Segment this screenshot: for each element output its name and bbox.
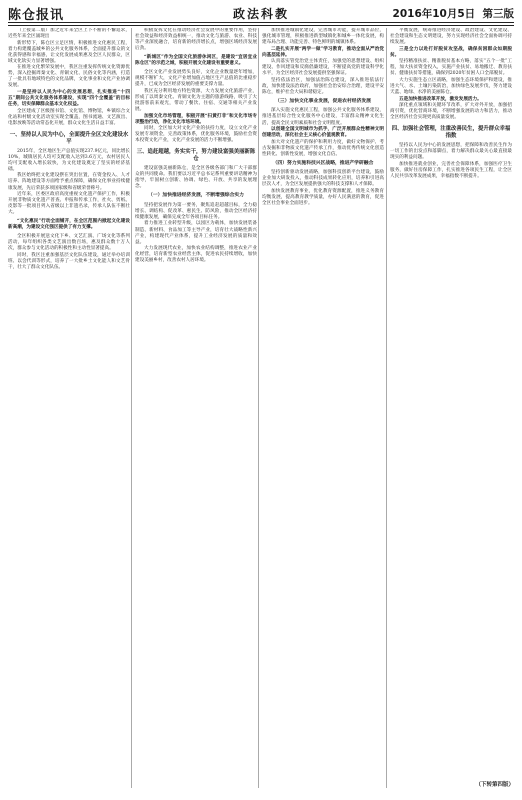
paragraph: 着力推进工业转型升级，以园区为载体，加快发展装备制造、新材料、食品加工等主导产业，培育壮大战略性新兴产业，构建现代产业体系，提升工业经济发展的质量和效益。 bbox=[135, 221, 257, 245]
bold-quote: “文化惠民”行动全面铺开，在全区范围内掀起文化建设新高潮，为建设文化强区提供了有力支撑。 bbox=[8, 219, 130, 231]
paragraph: 同时，我区注重加强基层文化队伍建设，通过举办培训班、以会代训等形式，培养了一大批乡土文化能人和文艺骨干，壮大了群众文化队伍。 bbox=[8, 252, 130, 270]
section-heading: 一、坚持以人民为中心，全面提升全区文化建设水平 bbox=[9, 131, 129, 145]
paragraph: 深化重点领域和关键环节改革，扩大对外开放，加强招商引资，优化营商环境，不断增强发展的动力和活力，推动全区经济社会实现更高质量发展。 bbox=[390, 103, 512, 121]
page-number: 第三版 bbox=[482, 8, 514, 20]
column-divider bbox=[386, 28, 387, 788]
paragraph: 加快推进城镇化建设，完善城市功能，提升城市品位，强化城市管理，积极推进新型城镇化和城乡一体化发展，构建布局合理、功能完善、特色鲜明的城镇体系。 bbox=[262, 28, 384, 46]
section-heading: 四、加强社会管理，注重改善民生，提升群众幸福指数 bbox=[391, 126, 511, 140]
paragraph: 加大对文化遗产的保护和利用力度，做好文物保护、考古发掘和非物质文化遗产传承工作，推动优秀传统文化创造性转化、创新性发展，增强文化自信。 bbox=[262, 139, 384, 157]
header-rule bbox=[8, 22, 514, 23]
masthead bbox=[8, 4, 514, 22]
paragraph: 平衡发展，统筹推进经济建设、政治建设、文化建设、社会建设和生态文明建设，努力实现经济社会全面协调可持续发展。 bbox=[390, 28, 512, 46]
paragraph: 深入实施文化惠民工程，加强公共文化服务体系建设，推进基层综合性文化服务中心建设，丰富群众精神文化生活，提高全民文明素质和社会文明程度。 bbox=[262, 108, 384, 126]
paragraph: 加快发展教育事业，优化教育资源配置，推进义务教育均衡发展，提高教育教学质量，办好人民满意的教育，促进全区社会事业全面进步。 bbox=[262, 188, 384, 206]
bold-paragraph: 加强文化市场管理，积极开展“扫黄打非”和文化市场专项整治行动，净化文化市场环境。 bbox=[135, 113, 257, 125]
paragraph: 坚持把发展作为第一要务，聚焦追赶超越目标，全力稳增长、调结构、促改革、惠民生、防风险，推动全区经济持续健康发展，确保完成全年各项目标任务。 bbox=[135, 202, 257, 220]
section-heading: 三、追赶超越，务实实干，努力建设富强美丽新陈仓 bbox=[136, 149, 256, 163]
paragraph: （上接第二版）加之近年来全区上下不断的不懈追求，近些年来全区涌现出 bbox=[8, 28, 130, 40]
paragraph: 加快推进就业创业，完善社会保障体系，加强医疗卫生服务，做好住房保障工作，扎实推进各项民生工程，让全区人民共享改革发展成果，幸福指数不断提升。 bbox=[390, 161, 512, 179]
bold-paragraph: 以创建全国文明城市为抓手，广泛开展群众性精神文明创建活动，深化社会主义核心价值观教育。 bbox=[262, 127, 384, 139]
paragraph: 2015年，全区地区生产总值实现237.9亿元，同比增长10%，城镇居民人均可支配收入达到3.6万元，农村居民人均可支配收入增长较快，为文化建设奠定了坚实的经济基础。 bbox=[8, 148, 130, 172]
paragraph: 近年来，区委区政府高度重视文化遗产保护工作，积极开展非物质文化遗产普查、申报和传承工作，社火、剪纸、皮影等一批项目列入省级以上非遗名录，传承人队伍不断壮大。 bbox=[8, 192, 130, 216]
section-title: 政法科教 bbox=[232, 7, 289, 21]
paper-name: 陈仓报讯 bbox=[8, 8, 65, 23]
paragraph: 全区积极开展送文化下乡、文艺汇演、广场文化等系列活动，每年组织各类文艺演出数百场，惠及群众数十万人次，群众参与文化活动的积极性和主动性显著提高。 bbox=[8, 234, 130, 252]
issue-date bbox=[393, 6, 514, 21]
paragraph: 坚持精准扶贫、精准脱贫基本方略，落实“五个一批”工程，加大扶贫资金投入，实施产业扶贫、易地搬迁、教育扶贫、健康扶贫等措施，确保到2020年贫困人口全部脱贫。 bbox=[390, 59, 512, 77]
bold-paragraph: 一是坚持以人民为中心的发展思想，扎实推进“十四五”期间公共文化服务体系建设，实现“四个全覆盖”的目标任务，切实保障群众基本文化权益。 bbox=[8, 89, 130, 108]
article-column-3 bbox=[262, 28, 384, 790]
paragraph: 坚持依法治区，加强法治陈仓建设，深入推进依法行政，加快建设法治政府，加强社会治安综合治理，建设平安陈仓，维护社会大局和谐稳定。 bbox=[262, 77, 384, 95]
paragraph: 大力实施生态立区战略，加强生态环境保护和建设，推进大气、水、土壤污染防治，加快绿色发展步伐，努力建设天蓝、地绿、水净的美丽陈仓。 bbox=[390, 77, 512, 95]
header-rule-thin bbox=[8, 25, 514, 26]
paragraph: 坚持以人民为中心的发展思想，把保障和改善民生作为一切工作的出发点和落脚点，着力解决群众最关心最直接最现实的利益问题。 bbox=[390, 143, 512, 161]
bold-paragraph: 三是全力以赴打好脱贫攻坚战，确保贫困群众如期脱贫。 bbox=[390, 46, 512, 58]
article-column-1 bbox=[8, 28, 130, 790]
continued-notice: （下转第四版） bbox=[475, 782, 514, 788]
paragraph: 认真落实管党治党主体责任，加强党的思想建设、组织建设、作风建设和反腐倡廉建设，不断提高党的建设科学化水平，为全区经济社会发展提供坚强保证。 bbox=[262, 59, 384, 77]
paragraph: 全区建成了区级图书馆、文化馆、博物馆，乡镇综合文化站和村级文化活动室实现全覆盖，图书流通、文艺演出、电影放映等活动常态化开展，群众文化生活日益丰富。 bbox=[8, 108, 130, 126]
bold-quote: “新城区”作为全国文化旅游休闲区，是建设“宜居宜业陈仓区”的示范之城，积极开展文化建设有重要意义。 bbox=[135, 55, 257, 67]
date-text: 2016年10月5日 bbox=[392, 8, 476, 20]
paragraph: 坚持创新驱动发展战略，加强科技创新平台建设，鼓励企业加大研发投入，推动科技成果转化应用，培养和引进高层次人才，为全区发展提供强大的科技支撑和人才保障。 bbox=[262, 170, 384, 188]
subheading: （一）加快推进经济发展，不断增强综合实力 bbox=[148, 193, 244, 199]
article-column-4 bbox=[390, 28, 512, 790]
subheading: （三）加快文化事业发展，促进农村经济发展 bbox=[275, 99, 371, 105]
paragraph: 在推进文化繁荣发展中，我区注重发挥传统文化资源优势，深入挖掘周秦文化、青铜文化、民俗文化等内涵，打造了一批具有地域特色的文化品牌，文化事业和文化产业协调发展。 bbox=[8, 65, 130, 89]
paragraph: 我区始终把文化建设摆在突出位置，在资金投入、人才培养、阵地建设等方面给予重点保障，确保文化事业持续健康发展，先后荣获多项国家级和省级荣誉称号。 bbox=[8, 173, 130, 191]
paragraph: 我区充分利用地方特色资源，大力发展文化旅游产业，形成了以周秦文化、青铜文化为主题的旅游线路，吸引了大批游客前来观光，带动了餐饮、住宿、交通等相关产业发展。 bbox=[135, 88, 257, 112]
subheading: （四）努力实施科技兴区战略，推进产学研融合 bbox=[272, 160, 374, 166]
column-divider bbox=[258, 28, 259, 788]
paragraph: 新形势下，陈仓区立足区情，积极推进文化惠民工程，着力构建覆盖城乡的公共文化服务体系，全面提升群众的文化获得感和幸福感，让文化发展成果惠及全区人民群众，区域文化软实力显著增强。 bbox=[8, 40, 130, 64]
column-divider bbox=[131, 28, 132, 788]
article-column-2 bbox=[135, 28, 257, 790]
paragraph: 同时，全区加大对文化产业的扶持力度，设立文化产业发展专项资金，完善政策体系，优化服务环境，鼓励社会资本投资文化产业，文化产业发展的活力不断增强。 bbox=[135, 126, 257, 144]
paragraph: 建设富强美丽新陈仓，是全区各级各部门和广大干部群众的共同使命。我们要以习近平总书记系列重要讲话精神为指导，牢固树立创新、协调、绿色、开放、共享的发展理念。 bbox=[135, 166, 257, 190]
paragraph: 全区文化产业发展势头良好，文化企业数量逐年增加，规模不断扩大，文化产业增加值占地区生产总值的比重稳步提升，已成为全区经济发展的重要支撑力量。 bbox=[135, 70, 257, 88]
paragraph: 大力发展现代农业，加快农业结构调整，推进农业产业化经营，培育新型农业经营主体，促进农民持续增收，加快建设美丽乡村，改善农村人居环境。 bbox=[135, 246, 257, 264]
bold-paragraph: 二是扎实开展“两学一做”学习教育，推动全面从严治党向基层延伸。 bbox=[262, 46, 384, 58]
paragraph: 积极发挥文化在推动经济社会发展中的重要作用，坚持社会效益和经济效益相统一，推动文化与旅游、农业、科技等产业深度融合，培育新的经济增长点，增强区域经济发展后劲。 bbox=[135, 28, 257, 52]
bold-paragraph: 五是加快推进改革开放，激发发展活力。 bbox=[399, 96, 482, 102]
